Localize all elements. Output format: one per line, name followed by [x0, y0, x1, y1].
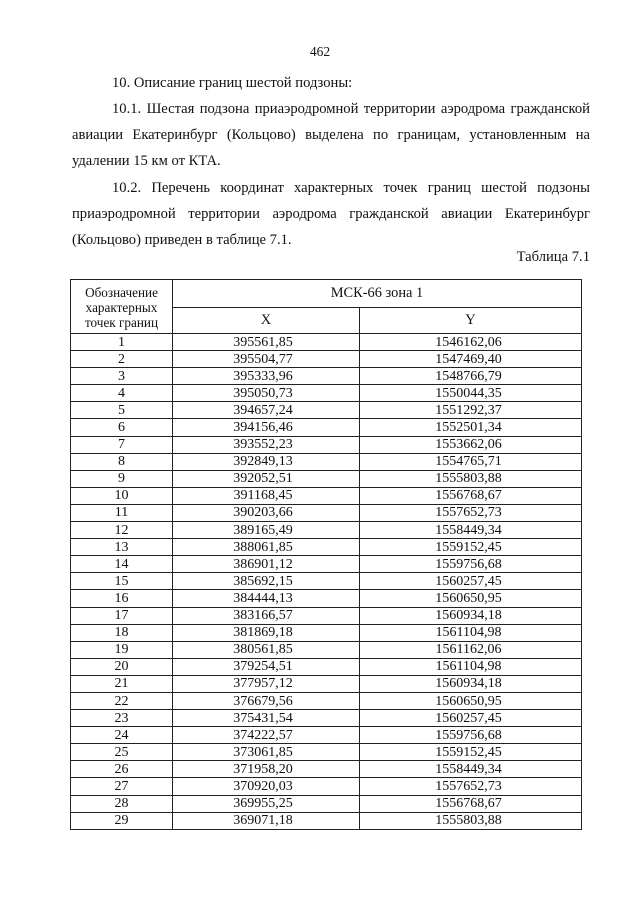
y-coordinate-cell: 1556768,67: [360, 795, 582, 812]
table-row: [71, 539, 582, 556]
y-coordinate-cell: 1560257,45: [360, 710, 582, 727]
point-id-cell: 17: [71, 607, 173, 624]
point-id-cell: 6: [71, 419, 173, 436]
y-coordinate-cell: 1557652,73: [360, 778, 582, 795]
x-coordinate-cell: 385692,15: [173, 573, 360, 590]
page-number: 462: [309, 44, 331, 59]
x-column-header: X: [173, 308, 360, 334]
table-row: [71, 744, 582, 761]
x-coordinate-cell: 392052,51: [173, 470, 360, 487]
point-id-cell: 15: [71, 573, 173, 590]
table-header-row: [71, 280, 582, 308]
point-id-cell: 18: [71, 624, 173, 641]
table-row: [71, 590, 582, 607]
table-row: [71, 778, 582, 795]
x-coordinate-cell: 390203,66: [173, 504, 360, 521]
point-id-cell: 22: [71, 692, 173, 709]
x-coordinate-cell: 375431,54: [173, 710, 360, 727]
x-coordinate-cell: 395050,73: [173, 385, 360, 402]
y-column-header: Y: [360, 308, 582, 334]
x-coordinate-cell: 392849,13: [173, 453, 360, 470]
point-id-cell: 5: [71, 402, 173, 419]
x-coordinate-cell: 383166,57: [173, 607, 360, 624]
y-coordinate-cell: 1560650,95: [360, 692, 582, 709]
y-coordinate-cell: 1551292,37: [360, 402, 582, 419]
table-row: [71, 522, 582, 539]
point-id-cell: 13: [71, 539, 173, 556]
coordinates-table: [70, 279, 582, 830]
x-coordinate-cell: 394657,24: [173, 402, 360, 419]
table-row: [71, 556, 582, 573]
table-row: [71, 692, 582, 709]
x-coordinate-cell: 384444,13: [173, 590, 360, 607]
y-coordinate-cell: 1559756,68: [360, 727, 582, 744]
y-coordinate-cell: 1558449,34: [360, 761, 582, 778]
table-caption: Таблица 7.1: [516, 249, 590, 265]
point-id-cell: 26: [71, 761, 173, 778]
y-coordinate-cell: 1561104,98: [360, 658, 582, 675]
x-coordinate-cell: 389165,49: [173, 522, 360, 539]
x-coordinate-cell: 374222,57: [173, 727, 360, 744]
y-coordinate-cell: 1561104,98: [360, 624, 582, 641]
point-id-cell: 11: [71, 504, 173, 521]
table-row: [71, 675, 582, 692]
table-row: [71, 334, 582, 351]
point-id-cell: 28: [71, 795, 173, 812]
x-coordinate-cell: 380561,85: [173, 641, 360, 658]
point-id-cell: 1: [71, 334, 173, 351]
y-coordinate-cell: 1560257,45: [360, 573, 582, 590]
table-row: [71, 641, 582, 658]
point-id-cell: 10: [71, 487, 173, 504]
table-row: [71, 453, 582, 470]
y-coordinate-cell: 1558449,34: [360, 522, 582, 539]
table-row: [71, 795, 582, 812]
point-id-cell: 16: [71, 590, 173, 607]
table-row: [71, 419, 582, 436]
point-id-cell: 3: [71, 368, 173, 385]
table-row: [71, 470, 582, 487]
y-coordinate-cell: 1559756,68: [360, 556, 582, 573]
x-coordinate-cell: 373061,85: [173, 744, 360, 761]
table-row: [71, 727, 582, 744]
y-coordinate-cell: 1550044,35: [360, 385, 582, 402]
table-row: [71, 607, 582, 624]
y-coordinate-cell: 1546162,06: [360, 334, 582, 351]
table-row: [71, 368, 582, 385]
y-coordinate-cell: 1561162,06: [360, 641, 582, 658]
point-id-cell: 21: [71, 675, 173, 692]
point-id-cell: 25: [71, 744, 173, 761]
paragraph-10-2: 10.2. Перечень координат характерных точек границ шестой подзоны приаэродромной территории аэродрома гражданской авиации Екатеринбург (Кольцово) приведен в таблице 7.1.: [72, 180, 590, 248]
y-coordinate-cell: 1553662,06: [360, 436, 582, 453]
point-id-cell: 4: [71, 385, 173, 402]
table-row: [71, 761, 582, 778]
x-coordinate-cell: 381869,18: [173, 624, 360, 641]
y-coordinate-cell: 1557652,73: [360, 504, 582, 521]
table-row: [71, 487, 582, 504]
table-row: [71, 710, 582, 727]
y-coordinate-cell: 1559152,45: [360, 744, 582, 761]
x-coordinate-cell: 393552,23: [173, 436, 360, 453]
point-id-cell: 7: [71, 436, 173, 453]
point-id-cell: 29: [71, 812, 173, 829]
x-coordinate-cell: 369955,25: [173, 795, 360, 812]
y-coordinate-cell: 1560934,18: [360, 607, 582, 624]
point-label-header: Обозначение характерных точек границ: [71, 280, 173, 334]
point-id-cell: 2: [71, 351, 173, 368]
point-id-cell: 23: [71, 710, 173, 727]
y-coordinate-cell: 1552501,34: [360, 419, 582, 436]
table-row: [71, 504, 582, 521]
y-coordinate-cell: 1559152,45: [360, 539, 582, 556]
point-id-cell: 20: [71, 658, 173, 675]
point-id-cell: 12: [71, 522, 173, 539]
y-coordinate-cell: 1555803,88: [360, 812, 582, 829]
y-coordinate-cell: 1560934,18: [360, 675, 582, 692]
point-id-cell: 19: [71, 641, 173, 658]
table-row: [71, 658, 582, 675]
table-row: [71, 385, 582, 402]
point-id-cell: 14: [71, 556, 173, 573]
x-coordinate-cell: 369071,18: [173, 812, 360, 829]
coordinate-system-header: МСК-66 зона 1: [173, 280, 582, 308]
table-row: [71, 573, 582, 590]
y-coordinate-cell: 1555803,88: [360, 470, 582, 487]
table-body: [71, 334, 582, 830]
x-coordinate-cell: 377957,12: [173, 675, 360, 692]
x-coordinate-cell: 394156,46: [173, 419, 360, 436]
y-coordinate-cell: 1548766,79: [360, 368, 582, 385]
x-coordinate-cell: 391168,45: [173, 487, 360, 504]
x-coordinate-cell: 371958,20: [173, 761, 360, 778]
table-row: [71, 812, 582, 829]
y-coordinate-cell: 1560650,95: [360, 590, 582, 607]
y-coordinate-cell: 1556768,67: [360, 487, 582, 504]
x-coordinate-cell: 395561,85: [173, 334, 360, 351]
x-coordinate-cell: 376679,56: [173, 692, 360, 709]
table-row: [71, 351, 582, 368]
x-coordinate-cell: 370920,03: [173, 778, 360, 795]
point-id-cell: 9: [71, 470, 173, 487]
y-coordinate-cell: 1554765,71: [360, 453, 582, 470]
point-id-cell: 8: [71, 453, 173, 470]
table-header: [71, 280, 582, 334]
paragraph-10-1: 10.1. Шестая подзона приаэродромной территории аэродрома гражданской авиации Екатеринбург (Кольцово) выделена по границам, установленным на удалении 15 км от КТА.: [72, 101, 590, 169]
table-row: [71, 402, 582, 419]
x-coordinate-cell: 386901,12: [173, 556, 360, 573]
point-id-cell: 27: [71, 778, 173, 795]
x-coordinate-cell: 388061,85: [173, 539, 360, 556]
table-row: [71, 436, 582, 453]
section-heading: 10. Описание границ шестой подзоны:: [112, 75, 353, 91]
y-coordinate-cell: 1547469,40: [360, 351, 582, 368]
x-coordinate-cell: 395333,96: [173, 368, 360, 385]
x-coordinate-cell: 379254,51: [173, 658, 360, 675]
x-coordinate-cell: 395504,77: [173, 351, 360, 368]
table-row: [71, 624, 582, 641]
point-id-cell: 24: [71, 727, 173, 744]
